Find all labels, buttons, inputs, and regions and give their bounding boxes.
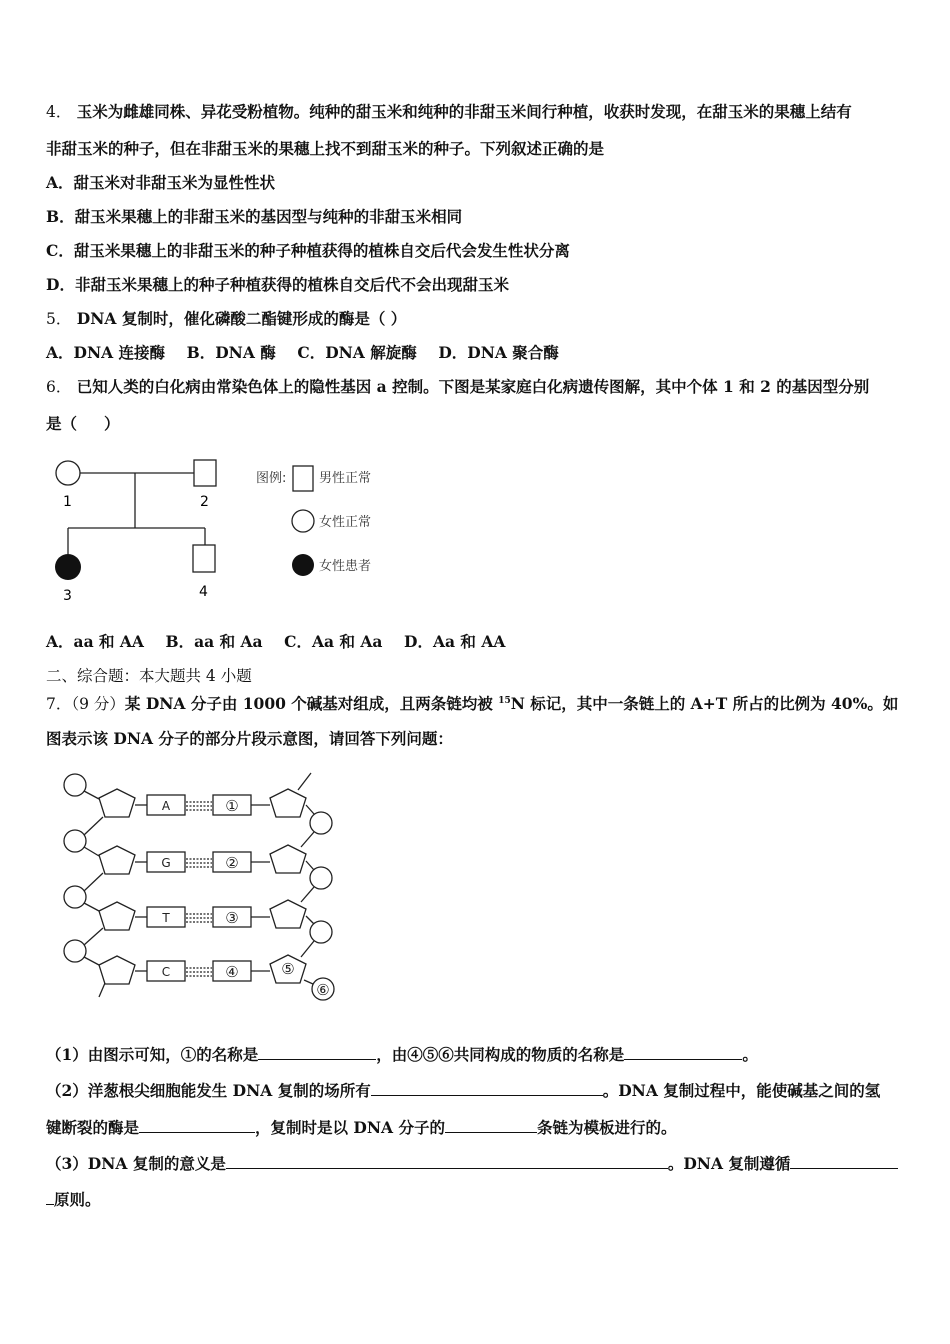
deoxyribose-left-3: [99, 902, 135, 930]
q4-option-d: D．非甜玉米果穗上的种子种植获得的植株自交后代不会出现甜玉米: [46, 275, 509, 294]
legend-female-affected-icon: [292, 554, 314, 576]
deoxyribose-right-1: [270, 789, 306, 817]
individual-4-normal-male: [193, 545, 215, 572]
q7-subquestion-2-line2: [46, 1118, 676, 1138]
q7-subquestion-1: [46, 1045, 758, 1065]
pedigree-diagram: [46, 450, 386, 610]
answer-blank-1[interactable]: [258, 1045, 376, 1060]
answer-blank-6[interactable]: [226, 1154, 668, 1169]
base-label-A: A: [161, 799, 171, 813]
base-label-C: C: [161, 965, 171, 979]
legend-female-affected-label: 女性患者: [319, 559, 372, 574]
answer-blank-2[interactable]: [624, 1045, 742, 1060]
individual-label-2: 2: [200, 494, 209, 510]
q7-sub2-text-b: 。DNA 复制过程中，能使碱基之间的氢: [602, 1081, 881, 1100]
label-circled-6: ⑥: [316, 981, 330, 999]
q4-number: 4．: [46, 103, 72, 121]
answer-blank-3[interactable]: [371, 1081, 603, 1096]
deoxyribose-left-1: [99, 789, 135, 817]
individual-1-normal-female: [56, 461, 80, 485]
q6-stem-line1: [46, 377, 869, 397]
answer-blank-5[interactable]: [445, 1118, 537, 1133]
phosphate-left-4: [64, 940, 86, 962]
answer-blank-7[interactable]: [790, 1154, 898, 1169]
label-circled-2: ②: [225, 854, 239, 872]
base-label-T: T: [162, 911, 170, 925]
q7-isotope-mass: 15: [498, 696, 511, 706]
phosphate-left-1: [64, 774, 86, 796]
label-circled-5: ⑤: [281, 960, 295, 978]
label-circled-3: ③: [225, 909, 239, 927]
q7-subquestion-3-line2: [46, 1190, 101, 1210]
phosphate-right-2: [310, 867, 332, 889]
individual-label-4: 4: [199, 584, 208, 600]
q7-subquestion-2-line1: [46, 1081, 880, 1101]
q6-stem-text: 已知人类的白化病由常染色体上的隐性基因 a 控制。下图是某家庭白化病遗传图解，其中个体 1 和 2 的基因型分别: [76, 377, 870, 396]
q7-sub2-text-d: ，复制时是以 DNA 分子的: [255, 1118, 445, 1137]
section-2-title: 二、综合题：本大题共 4 小题: [46, 667, 252, 685]
phosphate-right-1: [310, 812, 332, 834]
q7-sub3-text-c: 原则。: [54, 1190, 101, 1209]
q7-sub2-text-a: （2）洋葱根尖细胞能发生 DNA 复制的场所有: [46, 1081, 371, 1100]
q4-stem-text: 玉米为雌雄同株、异花受粉植物。纯种的甜玉米和纯种的非甜玉米间行种植，收获时发现，在甜玉米的果穗上结有: [76, 102, 852, 121]
q7-sub1-text-b: ，由④⑤⑥共同构成的物质的名称是: [376, 1045, 625, 1064]
legend-male-normal-icon: [293, 466, 313, 491]
phosphate-left-3: [64, 886, 86, 908]
q5-options: A．DNA 连接酶 B．DNA 酶 C．DNA 解旋酶 D．DNA 聚合酶: [46, 343, 559, 362]
individual-2-normal-male: [194, 460, 216, 486]
individual-3-affected-female: [55, 554, 81, 580]
legend-male-normal-label: 男性正常: [319, 471, 372, 486]
q7-stem-a: 某 DNA 分子由 1000 个碱基对组成，且两条链均被: [124, 694, 499, 714]
q7-sub3-text-a: （3）DNA 复制的意义是: [46, 1154, 226, 1173]
q7-subquestion-3-line1: [46, 1154, 898, 1174]
q4-option-a: A．甜玉米对非甜玉米为显性性状: [46, 173, 276, 192]
legend-female-normal-icon: [292, 510, 314, 532]
q7-sub1-text-a: （1）由图示可知，①的名称是: [46, 1045, 259, 1064]
label-circled-1: ①: [225, 797, 239, 815]
deoxyribose-left-4: [99, 956, 135, 984]
legend-title: 图例:: [256, 471, 287, 486]
phosphate-left-2: [64, 830, 86, 852]
individual-label-1: 1: [63, 494, 72, 510]
base-label-G: G: [161, 856, 171, 870]
q7-stem-line1: [46, 691, 898, 714]
q5-stem-text: DNA 复制时，催化磷酸二酯键形成的酶是（ ）: [76, 309, 407, 328]
q4-stem-line1: [46, 102, 852, 122]
q4-option-b: B．甜玉米果穗上的非甜玉米的基因型与纯种的非甜玉米相同: [46, 207, 463, 226]
q4-stem-line2: 非甜玉米的种子，但在非甜玉米的果穗上找不到甜玉米的种子。下列叙述正确的是: [46, 139, 605, 158]
q4-option-c: C．甜玉米果穗上的非甜玉米的种子种植获得的植株自交后代会发生性状分离: [46, 241, 570, 260]
individual-label-3: 3: [63, 588, 72, 604]
legend-female-normal-label: 女性正常: [319, 515, 372, 530]
phosphate-right-3: [310, 921, 332, 943]
q6-options: A．aa 和 AA B．aa 和 Aa C．Aa 和 Aa D．Aa 和 AA: [46, 632, 506, 651]
q6-stem-line2: 是（ ）: [46, 414, 120, 433]
label-circled-4: ④: [225, 963, 239, 981]
q5-number: 5．: [46, 310, 72, 328]
q7-sub2-text-c: 键断裂的酶是: [46, 1118, 140, 1137]
q7-sub3-text-b: 。DNA 复制遵循: [667, 1154, 791, 1173]
q6-number: 6．: [46, 378, 72, 396]
q7-sub2-text-e: 条链为模板进行的。: [536, 1118, 677, 1137]
dna-fragment-diagram: [55, 765, 355, 1010]
answer-blank-4[interactable]: [139, 1118, 255, 1133]
q7-number: 7．: [46, 695, 72, 714]
deoxyribose-left-2: [99, 846, 135, 874]
answer-blank-7-continued[interactable]: [46, 1190, 54, 1205]
deoxyribose-right-2: [270, 845, 306, 873]
deoxyribose-right-3: [270, 900, 306, 928]
q7-score: （9 分）: [71, 695, 125, 714]
q7-stem-b: N 标记，其中一条链上的 A+T 所占的比例为 40%。如: [510, 694, 899, 714]
q5-stem: [46, 309, 406, 329]
q7-sub1-text-c: 。: [742, 1045, 758, 1064]
q7-stem-line2: 图表示该 DNA 分子的部分片段示意图，请回答下列问题：: [46, 729, 453, 748]
